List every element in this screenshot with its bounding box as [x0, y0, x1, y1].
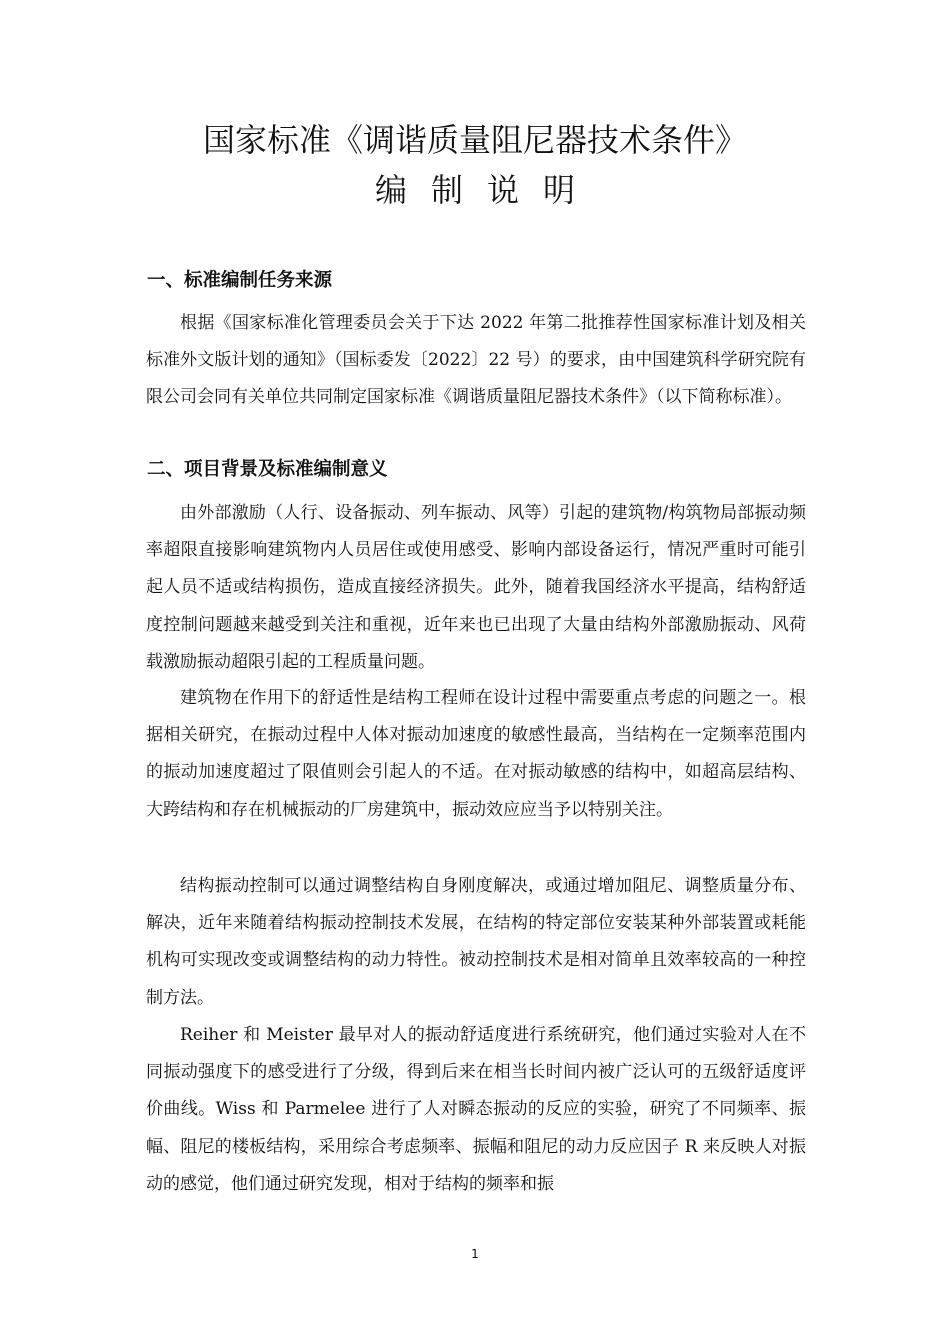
- section-2-paragraph-4: Reiher 和 Meister 最早对人的振动舒适度进行系统研究，他们通过实验对人在不同振动强度下的感受进行了分级，得到后来在相当长时间内被广泛认可的五级舒适度评价曲线。Wiss 和 Parmelee 进行了人对瞬态振动的反应的实验，研究了不同频率、振幅、阻尼的楼板结构，采用综合考虑频率、振幅和阻尼的动力反应因子 R 来反映人对振动的感觉，他们通过研究发现，相对于结构的频率和振: [146, 1025, 806, 1194]
- page-number: 1: [471, 1247, 479, 1261]
- section-2-paragraph-3: 结构振动控制可以通过调整结构自身刚度解决，或通过增加阻尼、调整质量分布、解决，近年来随着结构振动控制技术发展，在结构的特定部位安装某种外部装置或耗能机构可实现改变或调整结构的动力特性。被动控制技术是相对简单且效率较高的一种控制方法。: [146, 876, 806, 1008]
- section-2-paragraph-1: 由外部激励（人行、设备振动、列车振动、风等）引起的建筑物/构筑物局部振动频率超限直接影响建筑物内人员居住或使用感受、影响内部设备运行，情况严重时可能引起人员不适或结构损伤，造成直接经济损失。此外，随着我国经济水平提高，结构舒适度控制问题越来越受到关注和重视，近年来也已出现了大量由结构外部激励振动、风荷载激励振动超限引起的工程质量问题。: [146, 503, 806, 672]
- document-subtitle: 编制说明: [374, 171, 599, 209]
- section-heading-1: 一、标准编制任务来源: [147, 270, 333, 291]
- section-2-paragraph-2: 建筑物在作用下的舒适性是结构工程师在设计过程中需要重点考虑的问题之一。根据相关研究，在振动过程中人体对振动加速度的敏感性最高，当结构在一定频率范围内的振动加速度超过了限值则会引起人的不适。在对振动敏感的结构中，如超高层结构、大跨结构和存在机械振动的厂房建筑中，振动效应应当予以特别关注。: [146, 688, 806, 820]
- section-heading-2: 二、项目背景及标准编制意义: [147, 459, 388, 480]
- document-title: 国家标准《调谐质量阻尼器技术条件》: [202, 121, 747, 159]
- section-1-paragraph-1: 根据《国家标准化管理委员会关于下达 2022 年第二批推荐性国家标准计划及相关标准外文版计划的通知》（国标委发〔2022〕22 号）的要求，由中国建筑科学研究院有限公司会同有关单位共同制定国家标准《调谐质量阻尼器技术条件》（以下简称标准）。: [146, 313, 806, 408]
